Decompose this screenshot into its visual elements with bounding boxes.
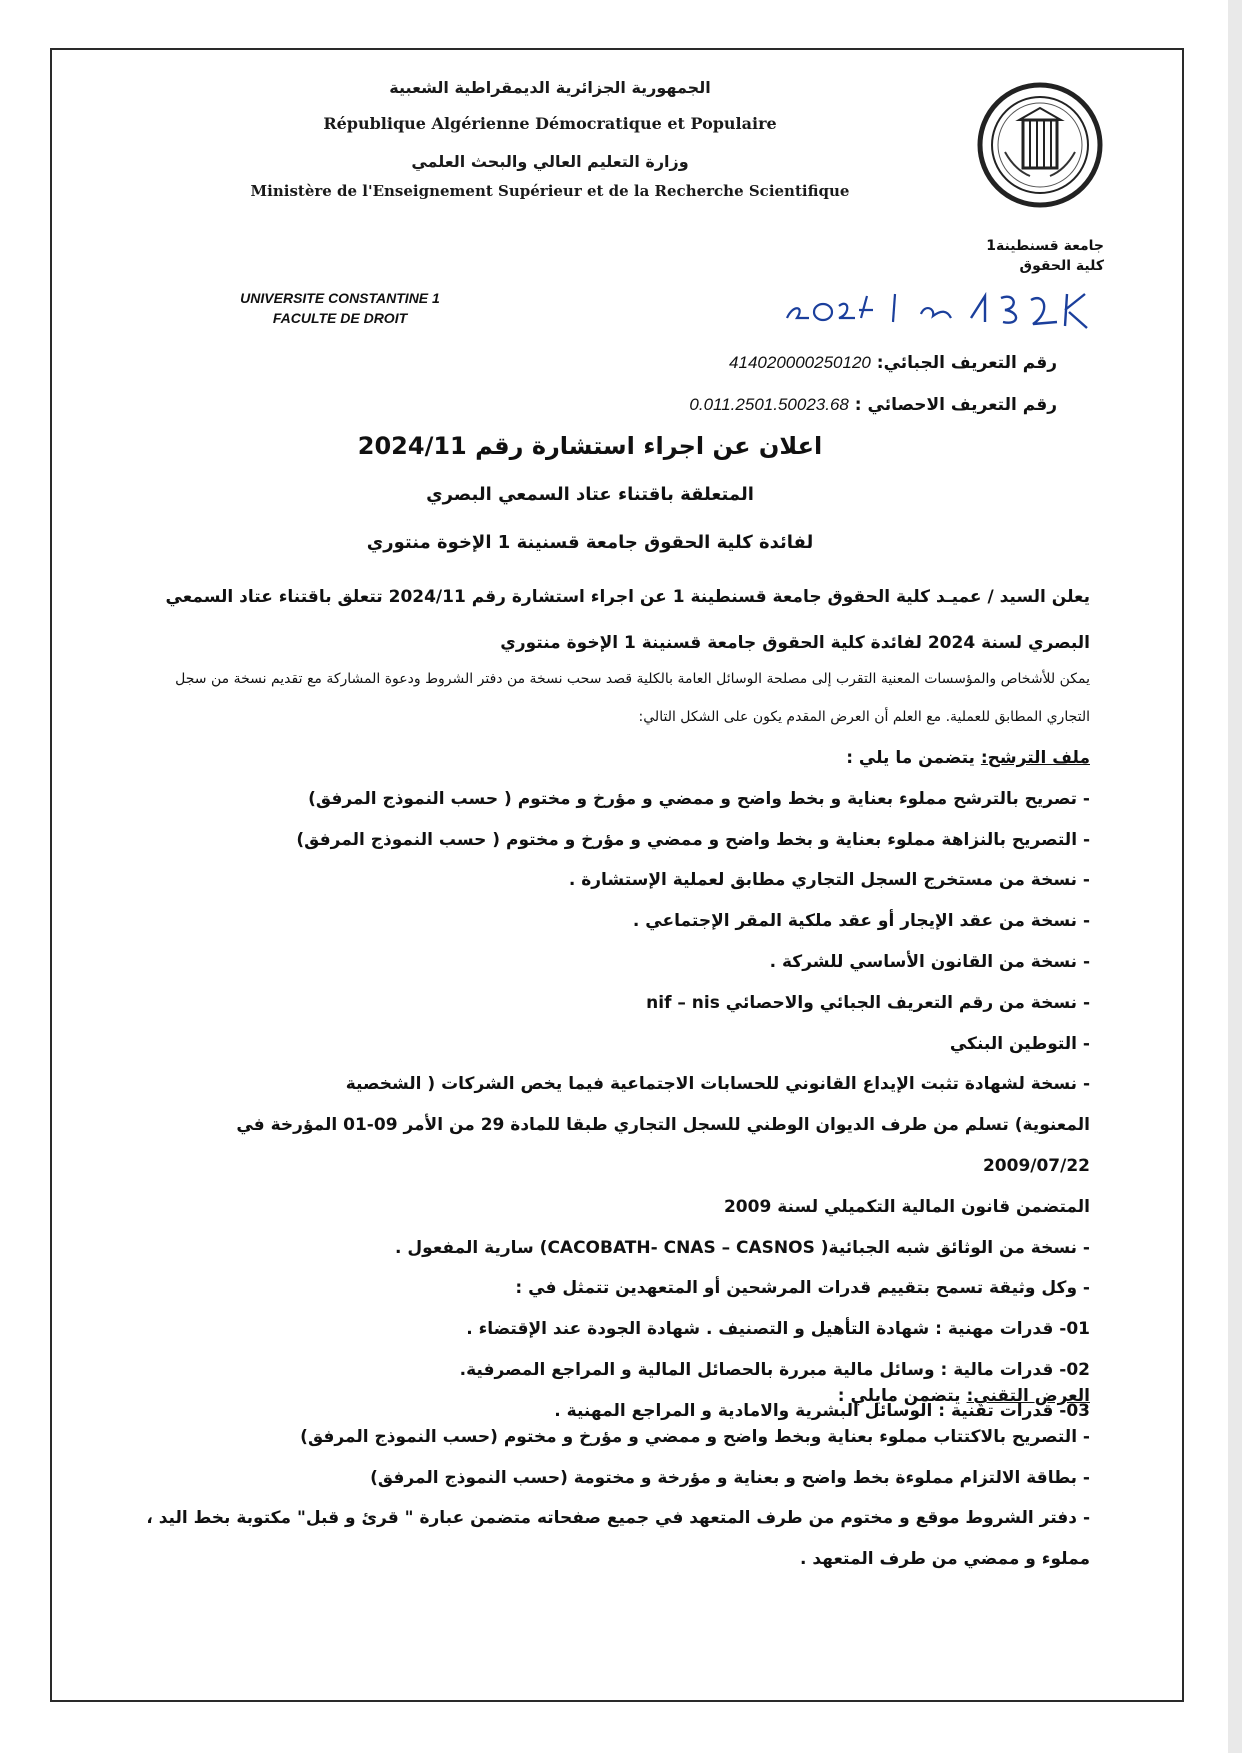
technical-section [140,1376,1090,1580]
stat-id-value: 0.011.2501.50023.68 [689,395,849,414]
list-item: - التوطين البنكي [949,1033,1090,1054]
list-item: - نسخة من القانون الأساسي للشركة . [769,951,1090,972]
header-republic-fr: République Algérienne Démocratique et Populaire [323,114,777,133]
fiscal-id-row [457,342,1057,384]
header-ministry-fr: Ministère de l'Enseignement Supérieur et de la Recherche Scientifique [250,182,850,200]
list-item: 01- قدرات مهنية : شهادة التأهيل و التصنيف . شهادة الجودة عند الإقتضاء . [466,1319,1090,1340]
header-ministry-ar: وزارة التعليم العالي والبحث العلمي [411,152,689,171]
list-item: مملوء و ممضي من طرف المتعهد . [800,1549,1090,1570]
list-item: المعنوية) تسلم من طرف الديوان الوطني للسجل التجاري طبقا للمادة 29 من الأمر 09-01 المؤرخة في 2009/07/22 [236,1115,1090,1176]
announcement-intro: يعلن السيد / عميـد كلية الحقوق جامعة قسنطينة 1 عن اجراء استشارة رقم 2024/11 تتعلق باقتناء عتاد السمعي البصري لسنة 2024 لفائدة كلية الحقوق جامعة قسنينة 1 الإخوة منتوري [165,587,1090,653]
announcement-subtitle-1: المتعلقة باقتناء عتاد السمعي البصري [426,484,754,505]
candidacy-intro: يتضمن ما يلي : [846,748,975,768]
list-item: المتضمن قانون المالية التكميلي لسنة 2009 [723,1196,1090,1217]
candidacy-label: ملف الترشح: [980,748,1090,768]
list-item: - التصريح بالاكتتاب مملوء بعناية وبخط واضح و ممضي و مؤرخ و مختوم (حسب النموذج المرفق) [300,1426,1090,1447]
list-item: - نسخة من مستخرج السجل التجاري مطابق لعملية الإستشارة . [568,870,1090,891]
university-line-ar: جامعة قسنطينة1 [986,238,1104,254]
faculty-line-fr: FACULTE DE DROIT [272,310,408,326]
handwritten-reference [775,284,1095,332]
faculty-name-fr [200,288,480,328]
candidacy-section [140,738,1090,1432]
faculty-name-ar [986,236,1104,276]
fiscal-id-value: 414020000250120 [729,353,871,372]
list-item: - نسخة من رقم التعريف الجبائي والاحصائي nif – nis [646,992,1090,1013]
list-item: - نسخة من عقد الإيجار أو عقد ملكية المقر الإجتماعي . [632,911,1090,932]
list-item: - وكل وثيقة تسمح بتقييم قدرات المرشحين أو المتعهدين تتمثل في : [515,1278,1090,1299]
faculty-line-ar: كلية الحقوق [1019,258,1104,274]
list-item: - نسخة من الوثائق شبه الجبائية( CACOBATH- CNAS – CASNOS) سارية المفعول . [395,1237,1090,1258]
technical-intro: يتضمن مايلي : [837,1386,961,1406]
fiscal-id-label: رقم التعريف الجبائي: [876,353,1057,373]
technical-heading [140,1376,1090,1417]
technical-label: العرض التقني: [966,1386,1090,1406]
list-item: - تصريح بالترشح مملوء بعناية و بخط واضح و ممضي و مؤرخ و مختوم ( حسب النموذج المرفق) [308,788,1090,809]
list-item: 02- قدرات مالية : وسائل مالية مبررة بالحصائل المالية و المراجع المصرفية. [459,1359,1090,1380]
announcement-subtitle-2: لفائدة كلية الحقوق جامعة قسنينة 1 الإخوة منتوري [366,532,814,553]
stat-id-row [457,384,1057,426]
announcement-note: يمكن للأشخاص والمؤسسات المعنية التقرب إلى مصلحة الوسائل العامة بالكلية قصد سحب نسخة من دفتر الشروط ودعوة المشاركة مع تقديم نسخة من سجل التجاري المطابق للعملية. مع العلم أن العرض المقدم يكون على الشكل التالي: [175,671,1090,725]
list-item: - دفتر الشروط موقع و مختوم من طرف المتعهد في جميع صفحاته متضمن عبارة " قرئ و قبل" مكتوبة بخط اليد ، [146,1508,1090,1529]
scan-edge [1228,0,1242,1753]
candidacy-heading [140,738,1090,779]
university-seal-icon [975,80,1105,210]
list-item: - التصريح بالنزاهة مملوء بعناية و بخط واضح و ممضي و مؤرخ و مختوم ( حسب النموذج المرفق) [296,829,1090,850]
identifiers-block [457,342,1057,426]
header-republic-ar: الجمهورية الجزائرية الديمقراطية الشعبية [389,78,711,97]
list-item: - بطاقة الالتزام مملوءة بخط واضح و بعناية و مؤرخة و مختومة (حسب النموذج المرفق) [370,1467,1090,1488]
list-item: - نسخة لشهادة تثبت الإيداع القانوني للحسابات الاجتماعية فيما يخص الشركات ( الشخصية [345,1074,1090,1095]
announcement-title: اعلان عن اجراء استشارة رقم 2024/11 [357,432,823,460]
stat-id-label: رقم التعريف الاحصائي : [854,395,1057,415]
university-line-fr: UNIVERSITE CONSTANTINE 1 [240,290,440,306]
list-item: 03- قدرات تقنية : الوسائل البشرية والامادية و المراجع المهنية . [554,1400,1090,1421]
